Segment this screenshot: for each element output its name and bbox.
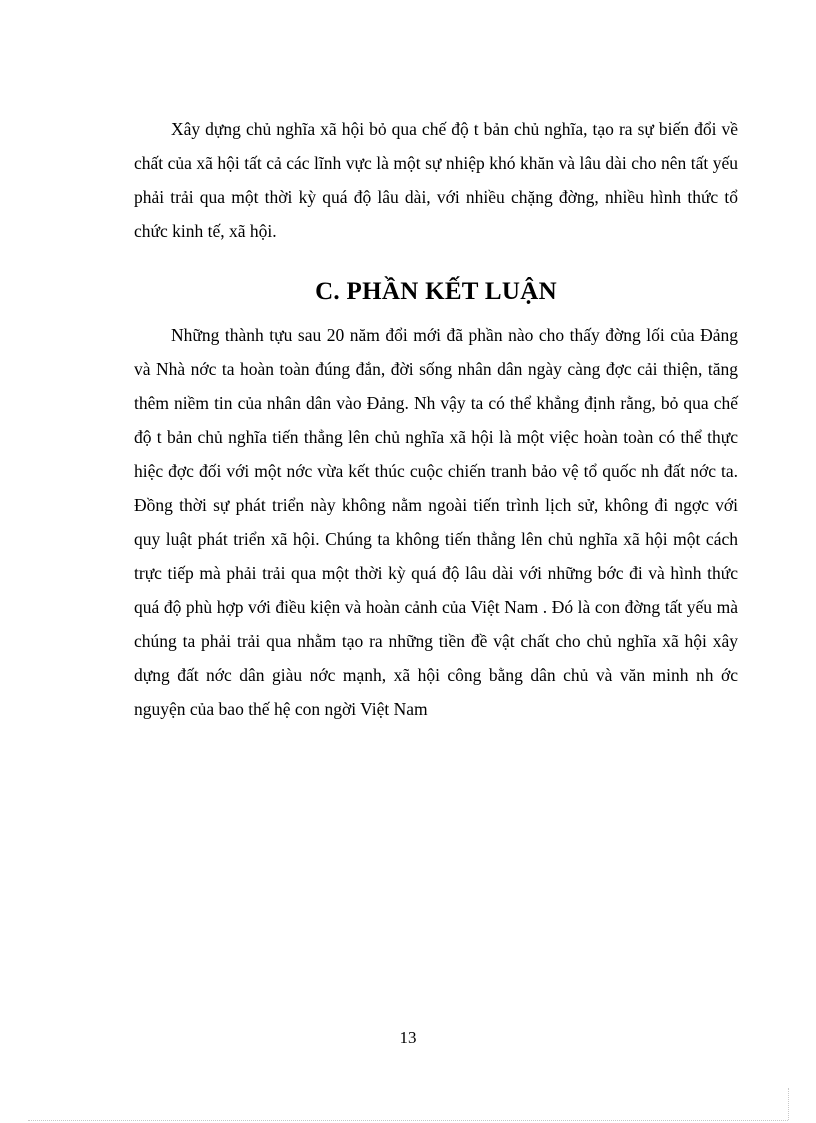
section-heading: C. PHẦN KẾT LUẬN (315, 278, 557, 305)
page-body (134, 112, 738, 726)
page-right-border (788, 1088, 789, 1120)
conclusion-paragraph: Những thành tựu sau 20 năm đổi mới đã phần nào cho thấy đờng lối của Đảng và Nhà nớc ta hoàn toàn đúng đắn, đời sống nhân dân ngày càng đợc cải thiện, tăng thêm niềm tin của nhân dân vào Đảng. Nh vậy ta có thể khẳng định rằng, bỏ qua chế độ t bản chủ nghĩa tiến thẳng lên chủ nghĩa xã hội là một việc hoàn toàn có thể thực hiệc đợc đối với một nớc vừa kết thúc cuộc chiến tranh bảo vệ tổ quốc nh đất nớc ta. Đồng thời sự phát triển này không nằm ngoài tiến trình lịch sử, không đi ngợc với quy luật phát triển xã hội. Chúng ta không tiến thẳng lên chủ nghĩa xã hội một cách trực tiếp mà phải trải qua một thời kỳ quá độ lâu dài với những bớc đi và hình thức quá độ phù hợp với điều kiện và hoàn cảnh của Việt Nam . Đó là con đờng tất yếu mà chúng ta phải trải qua nhằm tạo ra những tiền đề vật chất cho chủ nghĩa xã hội xây dựng đất nớc dân giàu nớc mạnh, xã hội công bằng dân chủ và văn minh nh ớc nguyện của bao thế hệ con ngời Việt Nam (134, 325, 738, 719)
page-number: 13 (399, 1028, 417, 1047)
intro-paragraph: Xây dựng chủ nghĩa xã hội bỏ qua chế độ t bản chủ nghĩa, tạo ra sự biến đổi về chất của xã hội tất cả các lĩnh vực là một sự nhiệp khó khăn và lâu dài cho nên tất yếu phải trải qua một thời kỳ quá độ lâu dài, với nhiều chặng đờng, nhiều hình thức tổ chức kinh tế, xã hội. (134, 119, 738, 241)
page-bottom-border (28, 1120, 788, 1121)
